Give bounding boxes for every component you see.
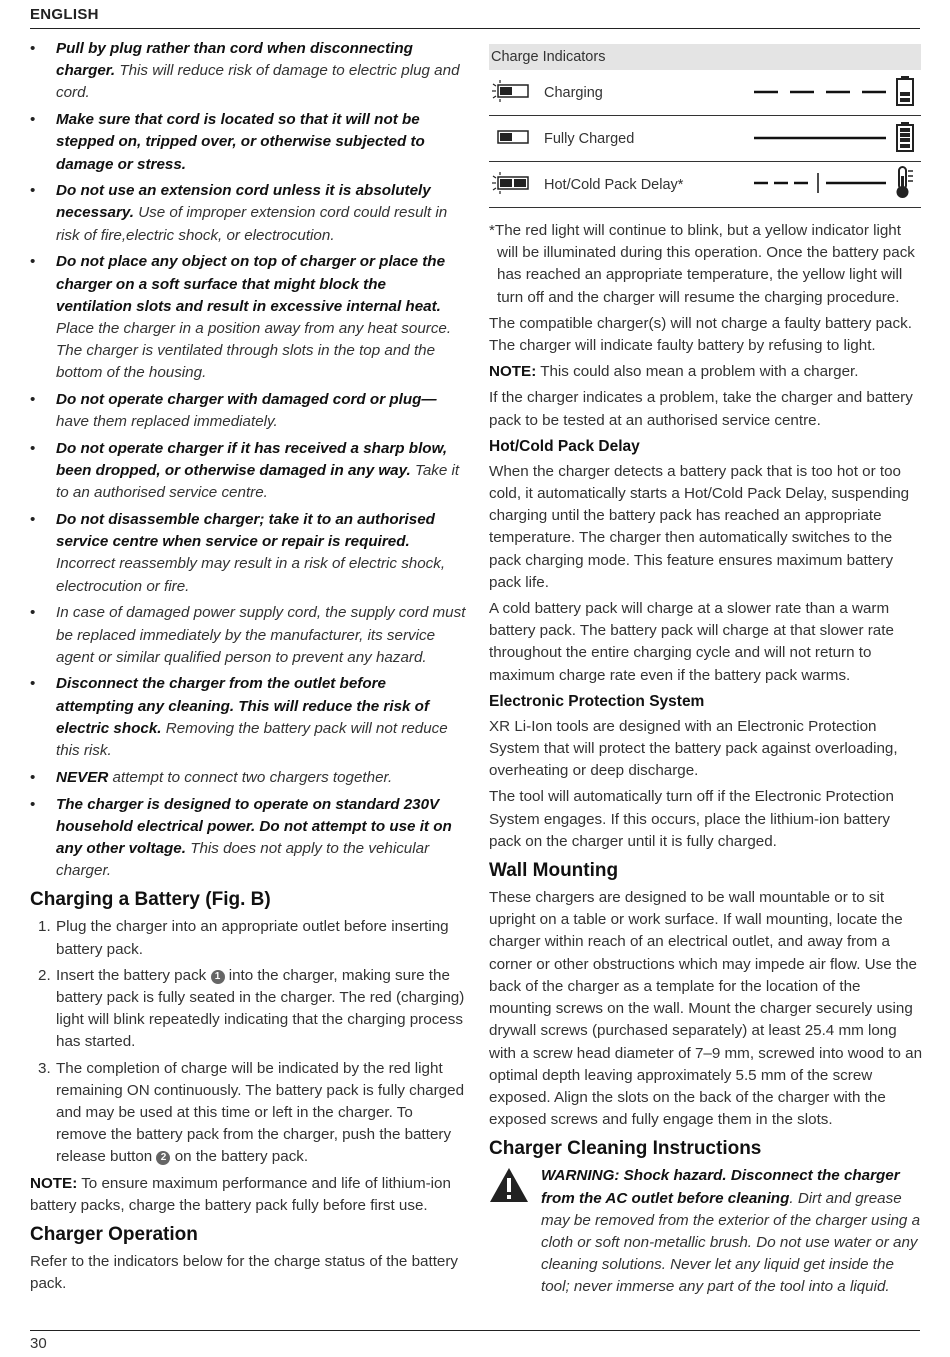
hotcold-paragraph-1: When the charger detects a battery pack that is too hot or too cold, it automatically starts a Hot/Cold Pack Delay, suspending charging until the battery pack has reached an appropriate temperature. The charger then automatically switches to the pack charging mode. This feature ensures maximum battery pack life. — [489, 462, 910, 591]
problem-text: If the charger indicates a problem, take the charger and battery pack to be tested at an authorised service centre. — [489, 389, 913, 429]
dashed-pattern — [747, 70, 889, 116]
cleaning-text — [541, 1165, 923, 1298]
safety-bullet — [30, 438, 466, 505]
charger-blinking-icon — [489, 70, 543, 116]
safety-bullet — [30, 389, 466, 433]
safety-bullet — [30, 251, 466, 384]
safety-bullet — [30, 767, 466, 789]
bullet-text: In case of damaged power supply cord, the supply cord must be replaced immediately by the manufacturer, its service agent or similar qualified person to prevent any hazard. — [56, 604, 466, 666]
charger-double-light-icon — [489, 162, 543, 208]
bullet-bold-text: Pull by plug rather than cord when disconnecting charger. — [56, 40, 413, 80]
callout-badge: 2 — [156, 1151, 170, 1165]
hotcold-paragraph-2: A cold battery pack will charge at a slower rate than a warm battery pack. The battery pack will charge at that slower rate throughout the entire charging cycle and will not return to maximum charge rate even if the battery pack warms. — [489, 600, 894, 684]
battery-full-icon — [889, 116, 921, 162]
note-label: NOTE: — [489, 363, 537, 381]
bullet-text: This will reduce risk of damage to electric plug and cord. — [56, 62, 460, 102]
charge-indicators-table — [489, 44, 921, 208]
charging-steps — [30, 916, 466, 1168]
charging-heading: Charging a Battery (Fig. B) — [30, 889, 271, 911]
star-note: *The red light will continue to blink, but a yellow indicator light will be illuminated during this operation. Once the battery pack has reached an appropriate temperature, the yellow light will turn off and the charger will resume the charging procedure. — [489, 222, 915, 306]
charging-step — [30, 965, 466, 1054]
bullet-bold-text: NEVER — [56, 768, 109, 786]
safety-bullets — [30, 38, 466, 882]
safety-bullet — [30, 602, 466, 669]
cleaning-heading: Charger Cleaning Instructions — [489, 1138, 762, 1160]
operation-heading: Charger Operation — [30, 1223, 198, 1245]
bullet-bold-text: Do not use an extension cord unless it is absolutely necessary. — [56, 182, 431, 222]
step-number: 2. — [38, 966, 51, 984]
step-text: on the battery pack. — [170, 1148, 309, 1166]
step-text: into the charger, making sure the battery pack is fully seated in the charger. The red (charging) light will blink repeatedly indicating that the charging process has started. — [56, 966, 465, 1051]
cleaning-warning-text: . Dirt and grease may be removed from the exterior of the charger using a cloth or soft non-metallic brush. Do not use water or any cleaning solutions. Never let any liquid get inside the tool; never immerse any part of the tool into a liquid. — [541, 1189, 921, 1296]
faulty-text: The compatible charger(s) will not charge a faulty battery pack. The charger will indicate faulty battery by refusing to light. — [489, 314, 912, 355]
indicators-title: Charge Indicators — [489, 44, 921, 70]
note-text: To ensure maximum performance and life of lithium-ion battery packs, charge the battery pack fully before first use. — [30, 1174, 451, 1214]
step-number: 1. — [38, 918, 51, 936]
eps-paragraph-2: The tool will automatically turn off if the Electronic Protection System engages. If this occurs, place the lithium-ion battery pack on the charger until it is fully charged. — [489, 788, 894, 850]
charging-note — [30, 1173, 466, 1217]
indicator-row-fully-charged — [489, 116, 921, 162]
page-header — [30, 6, 920, 29]
left-column — [30, 38, 466, 1299]
safety-bullet — [30, 180, 466, 247]
callout-badge: 1 — [211, 970, 225, 984]
note-text: This could also mean a problem with a charger. — [536, 363, 859, 381]
operation-text: Refer to the indicators below for the charge status of the battery pack. — [30, 1252, 459, 1293]
bullet-bold-text: Do not operate charger with damaged cord or plug— — [56, 391, 437, 409]
mixed-pattern — [747, 162, 889, 208]
safety-bullet — [30, 38, 466, 105]
language-label: ENGLISH — [30, 6, 99, 23]
safety-bullet — [30, 509, 466, 598]
step-number: 3. — [38, 1059, 51, 1077]
eps-paragraph-1: XR Li-Ion tools are designed with an Electronic Protection System that will protect the battery pack against overloading, overheating or deep discharge. — [489, 717, 898, 780]
bullet-text: Take it to an authorised service centre. — [56, 462, 460, 502]
step-text: Insert the battery pack — [56, 966, 211, 984]
safety-bullet — [30, 673, 466, 762]
bullet-text: attempt to connect two chargers together. — [108, 768, 393, 786]
step-text: Plug the charger into an appropriate outlet before inserting battery pack. — [56, 918, 449, 958]
step-text: The completion of charge will be indicated by the red light remaining ON continuously. The battery pack is fully charged and may be used at this time or left in the charger. To remove the battery pack from the charger, push the battery release button — [56, 1059, 465, 1166]
indicator-row-charging — [489, 70, 921, 116]
thermometer-battery-icon — [889, 162, 921, 208]
safety-bullet — [30, 794, 466, 883]
note-label: NOTE: — [30, 1174, 78, 1192]
page-number: 30 — [30, 1335, 47, 1352]
bullet-text: Use of improper extension cord could result in risk of fire,electric shock, or electrocution. — [56, 204, 448, 244]
warning-icon — [489, 1167, 529, 1208]
bullet-text: Incorrect reassembly may result in a risk of electric shock, electrocution or fire. — [56, 555, 446, 595]
bullet-text: This does not apply to the vehicular charger. — [56, 839, 430, 880]
page-footer — [30, 1330, 920, 1352]
bullet-text: have them replaced immediately. — [56, 413, 278, 431]
hotcold-heading: Hot/Cold Pack Delay — [489, 437, 640, 455]
right-column — [489, 44, 923, 1303]
safety-bullet — [30, 109, 466, 176]
indicator-label: Charging — [543, 70, 747, 116]
bullet-bold-text: Make sure that cord is located so that it will not be stepped on, tripped over, or otherwise subjected to damage or stress. — [56, 111, 425, 173]
charging-step — [30, 1058, 466, 1169]
indicator-label: Hot/Cold Pack Delay* — [543, 162, 747, 208]
cleaning-warning — [489, 1165, 923, 1298]
indicator-row-hot-cold — [489, 162, 921, 208]
bullet-text: Place the charger in a position away from any heat source. The charger is ventilated through slots in the top and the bottom of the housing. — [56, 319, 452, 382]
bullet-bold-text: Do not place any object on top of charger or place the charger on a soft surface that might block the ventilation slots and result in excessive internal heat. — [56, 253, 446, 315]
bullet-bold-text: Disconnect the charger from the outlet before attempting any cleaning. This will reduce the risk of electric shock. — [56, 675, 430, 737]
wall-mounting-text: These chargers are designed to be wall mountable or to sit upright on a table or work surface. If wall mounting, locate the charger within reach of an electrical outlet, and away from a corner or other obstructions which may impede air flow. Use the back of the charger as a template for the location of the mounting screws on the wall. Mount the charger securely using drywall screws (purchased separately) at least 25.4 mm long with a screw head diameter of 7–9 mm, screwed into wood to an optimal depth leaving approximately 5.5 mm of the screw exposed. Align the slots on the back of the charger with the exposed screws and fully engage them in the slots. — [489, 889, 923, 1129]
charger-note — [489, 361, 923, 383]
charging-step — [30, 916, 466, 960]
wall-mounting-heading: Wall Mounting — [489, 860, 619, 882]
charger-solid-icon — [489, 116, 543, 162]
bullet-text: Removing the battery pack will not reduce this risk. — [56, 719, 448, 760]
bullet-bold-text: Do not operate charger if it has received a sharp blow, been dropped, or otherwise damaged in any way. — [56, 439, 448, 480]
solid-pattern — [747, 116, 889, 162]
eps-heading: Electronic Protection System — [489, 692, 705, 710]
bullet-bold-text: The charger is designed to operate on standard 230V household electrical power. Do not attempt to use it on any other voltage. — [56, 795, 452, 857]
battery-charging-icon — [889, 70, 921, 116]
cleaning-warning-bold: WARNING: Shock hazard. Disconnect the charger from the AC outlet before cleaning — [541, 1167, 900, 1207]
indicator-label: Fully Charged — [543, 116, 747, 162]
bullet-bold-text: Do not disassemble charger; take it to an authorised service centre when service or repair is required. — [56, 511, 435, 551]
